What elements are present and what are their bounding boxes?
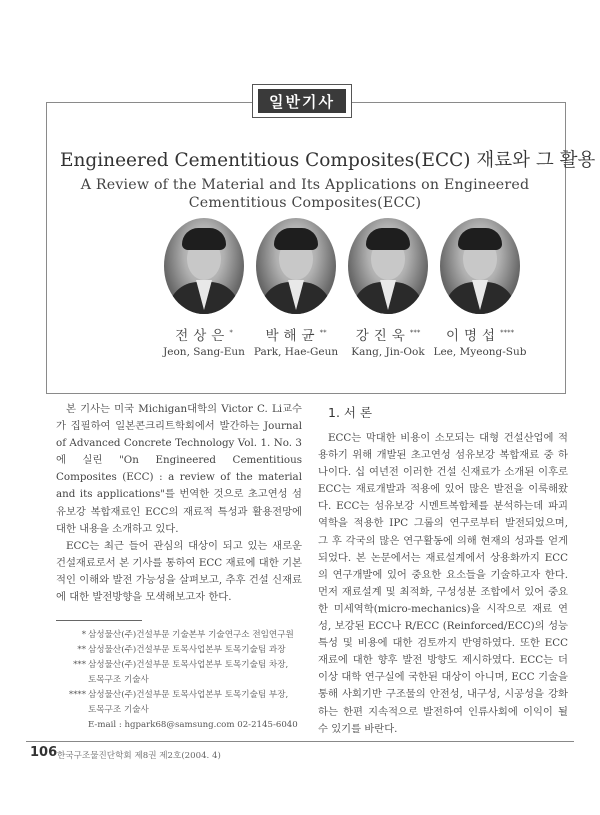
author-name-en-4: Lee, Myeong-Sub: [433, 346, 527, 358]
footnote-4: **** 삼성물산(주)건설부문 토목사업본부 토목기술팀 부장, 토목구조 기술사: [68, 690, 289, 715]
article-title-english-line1: A Review of the Material and Its Applications on Engineered: [80, 177, 530, 193]
footnote-divider: [56, 620, 142, 621]
author-photo-3: [348, 218, 428, 314]
section-tag: [252, 84, 352, 118]
introduction-paragraph: ECC는 막대한 비용이 소모되는 대형 건설산업에 적용하기 위해 개발된 초고연성 섬유보강 복합재료 중 하나이다. 십 여년전 이러한 건설 신재료가 소개된 이후로 ECC는 재료개발과 적용에 있어 많은 발전을 이룩해왔다. ECC는 섬유보강 시멘트복합체를 분석하는데 파괴역학을 적용한 IPC 그룹의 연구로부터 발전되었으며, 그 후 각국의 많은 연구활동에 의해 현재의 성과를 얻게 되었다. 본 논문에서는 재료설계에서 상용화까지 ECC의 연구개발에 있어 중요한 요소들을 기술하고자 한다. 먼저 재료설계 및 최적화, 구성성분 조합에서 있어 중요한 미세역학(micro-mechanics)을 시작으로 재료 연성, 보강된 ECC나 R/ECC (Reinforced/ECC)의 성능특성 및 비용에 대한 검토까지 반영하였다. 또한 ECC 재료에 대한 향후 발전 방향도 제시하였다. ECC는 더 이상 대학 연구실에 국한된 대상이 아니며, ECC 기술을 통해 사회기반 구조물의 안전성, 내구성, 시공성을 강화하는 한편 지속적으로 발전하여 인류사회에 이익이 될 수 있기를 바란다.: [318, 432, 568, 735]
page-number: 106: [30, 745, 58, 760]
author-name-kr-3: 강진욱***: [355, 328, 421, 344]
abstract-column: [56, 401, 302, 606]
footnote-email: E-mail : hgpark68@samsung.com 02-2145-6040: [88, 720, 298, 730]
abstract-paragraph-1: 본 기사는 미국 Michigan대학의 Victor C. Li교수가 집필하여 일본콘크리트학회에서 발간하는 Journal of Advanced Concrete Technology Vol. 1. No. 3에 실린 "On Engineered Cementitious Composites (ECC) : a review of the material and its applications"를 번역한 것으로 초고연성 섬유보강 복합재료인 ECC의 재료적 특성과 활용전망에 대한 내용을 소개하고 있다.: [56, 403, 302, 535]
author-name-kr-4: 이명섭****: [445, 328, 515, 344]
author-name-kr-1: 전상은*: [175, 328, 233, 344]
section-tag-label: 일반기사: [258, 89, 346, 113]
author-name-en-1: Jeon, Sang-Eun: [163, 346, 245, 358]
author-name-kr-2: 박해균**: [265, 328, 327, 344]
article-title-korean: Engineered Cementitious Composites(ECC) 재료와 그 활용: [60, 150, 596, 171]
author-photo-4: [440, 218, 520, 314]
article-title-english: [70, 176, 540, 212]
footnotes: [60, 628, 310, 733]
footnote-2: ** 삼성물산(주)건설부문 토목사업본부 토목기술팀 과장: [77, 645, 286, 655]
footnote-1: * 삼성물산(주)건설부문 기술본부 기술연구소 전임연구원: [81, 630, 294, 640]
author-name-en-2: Park, Hae-Geun: [253, 346, 339, 358]
author-name-en-3: Kang, Jin-Ook: [351, 346, 425, 358]
abstract-paragraph-2: ECC는 최근 들어 관심의 대상이 되고 있는 새로운 건설재료로서 본 기사를 통하여 ECC 재료에 대한 기본적인 이해와 발전 가능성을 살펴보고, 추후 건설 신재료에 대한 발전방향을 모색해보고자 한다.: [56, 539, 302, 604]
author-photo-2: [256, 218, 336, 314]
section-heading-introduction: 1. 서 론: [328, 405, 373, 420]
article-title-english-line2: Cementitious Composites(ECC): [188, 195, 422, 211]
footnote-3: *** 삼성물산(주)건설부문 토목사업본부 토목기술팀 차장, 토목구조 기술사: [73, 660, 289, 685]
introduction-column: [318, 430, 568, 738]
footer-divider: [26, 741, 574, 742]
author-photo-1: [164, 218, 244, 314]
journal-reference: 한국구조물진단학회 제8권 제2호(2004. 4): [57, 751, 221, 761]
